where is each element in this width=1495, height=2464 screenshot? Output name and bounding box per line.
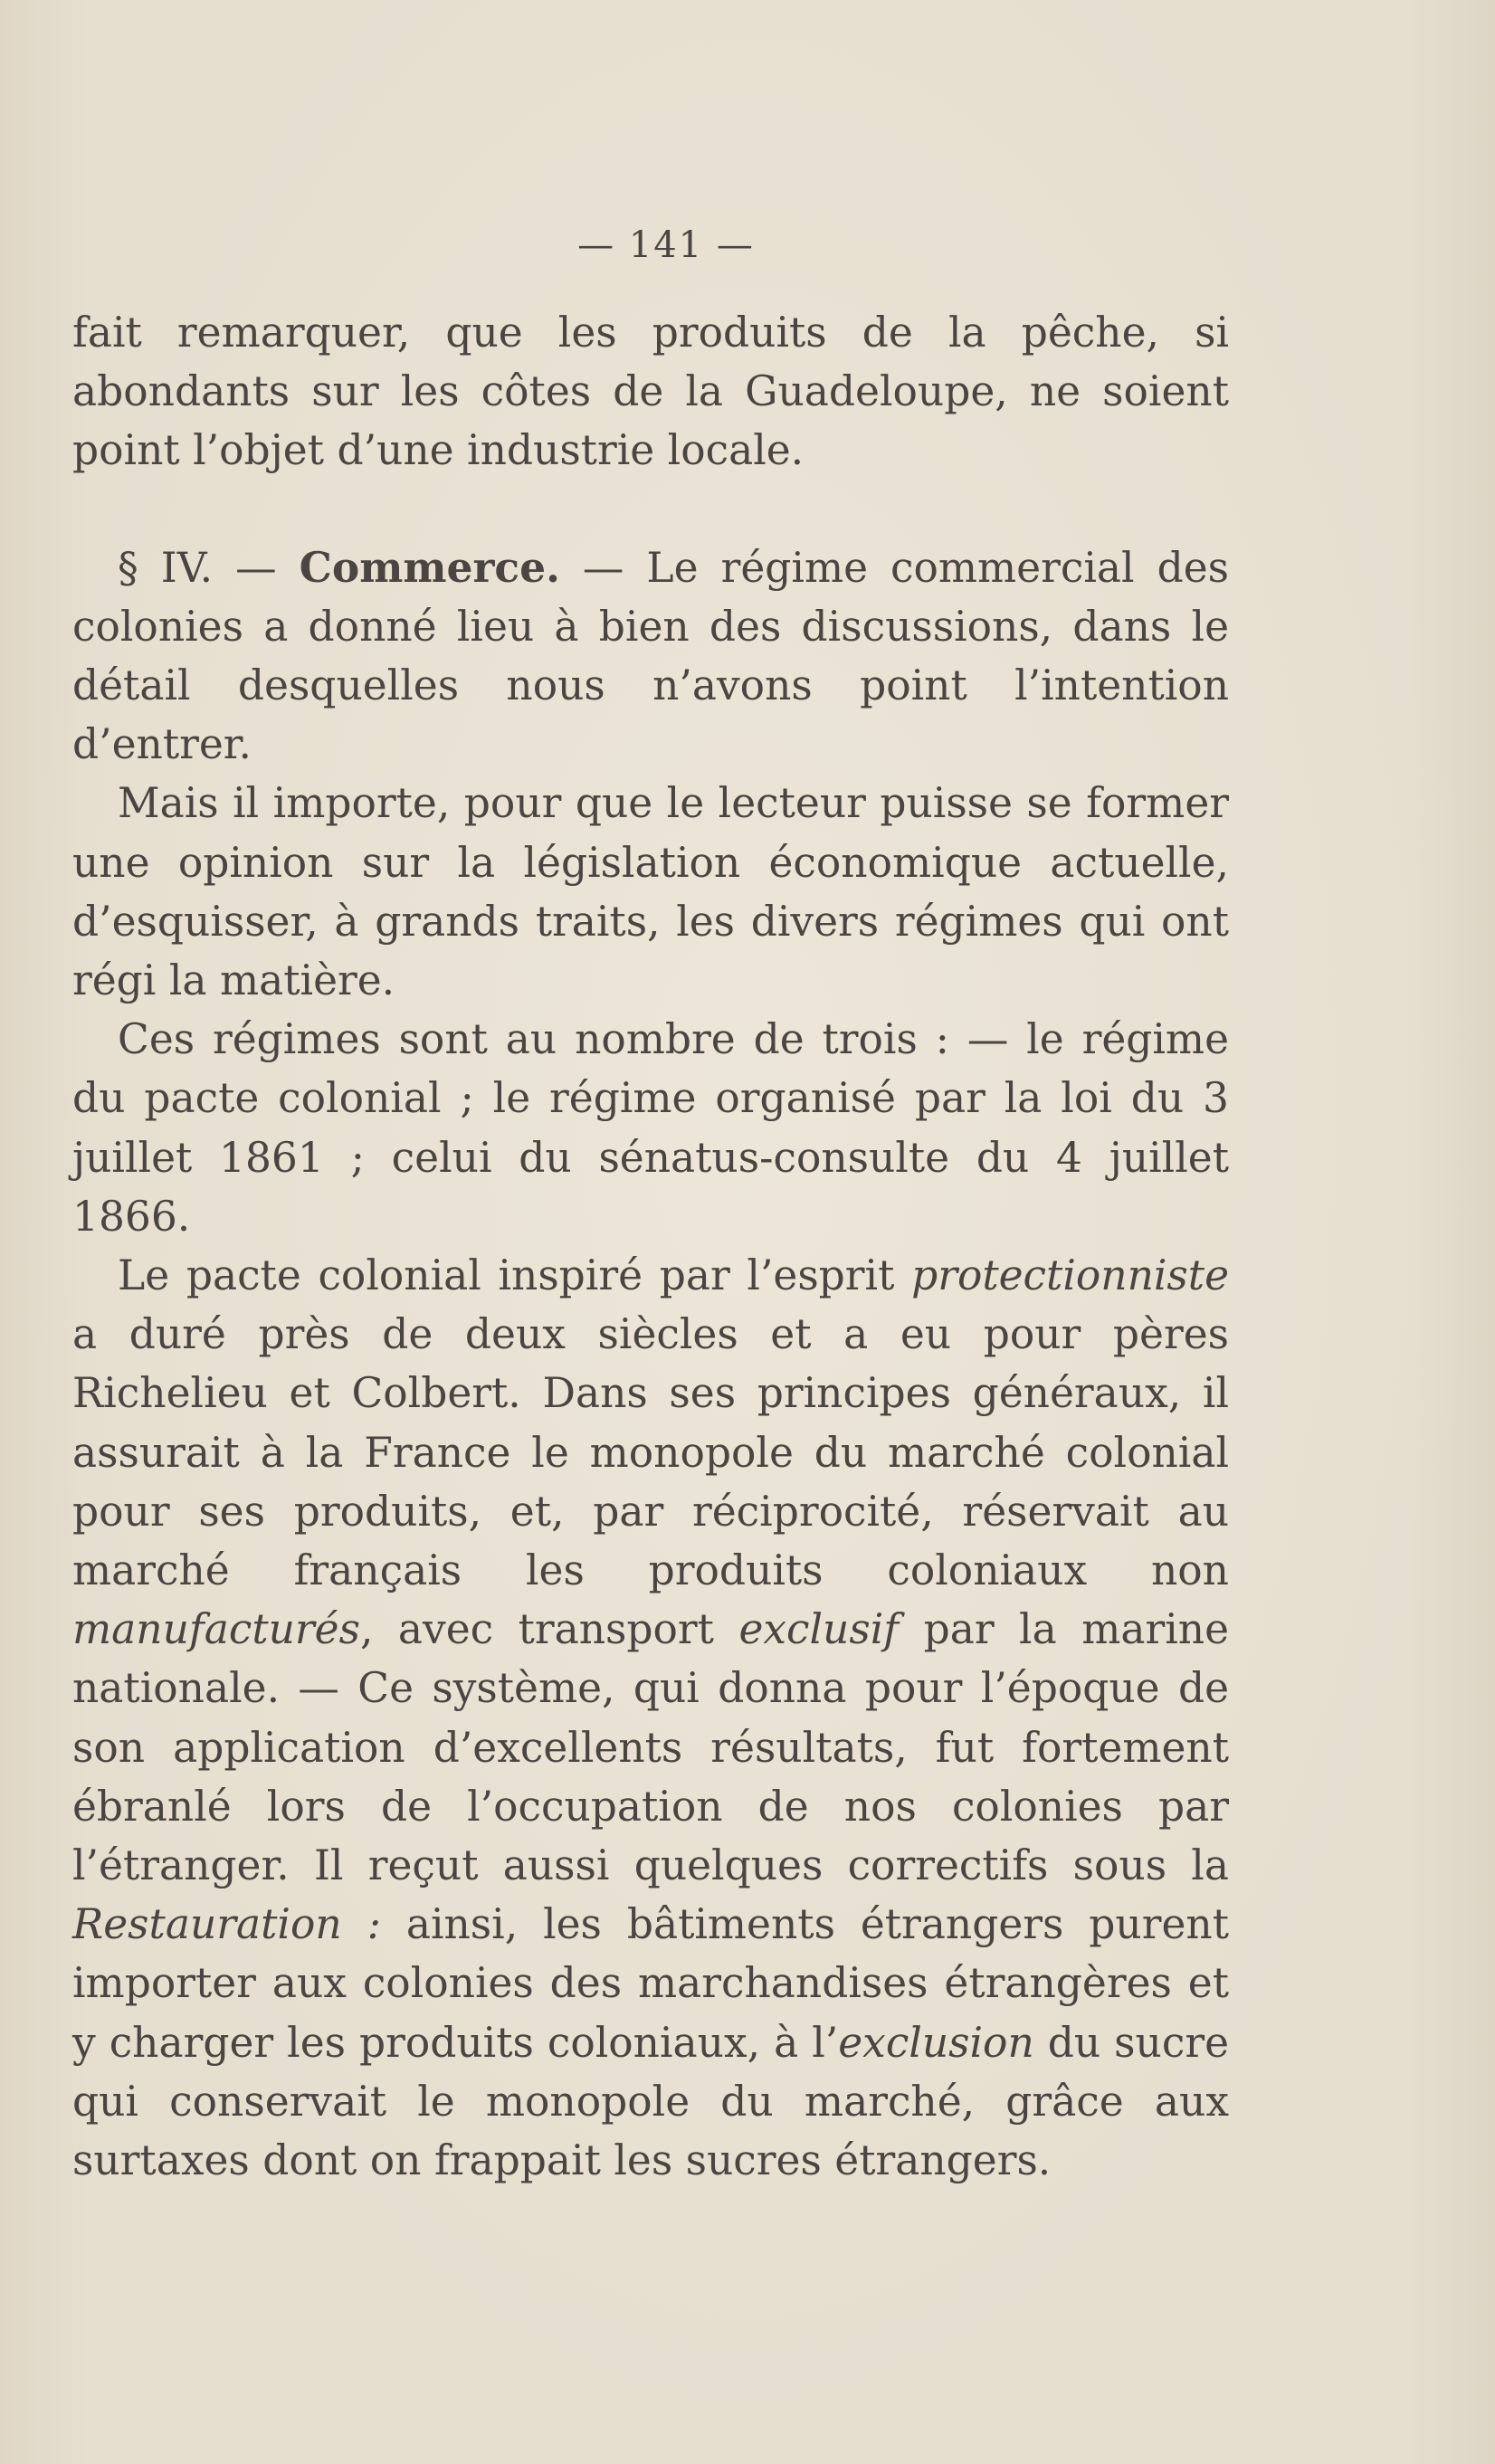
section-text: — Le régime commercial des colonies a donné lieu à bien des discussions, dans le détail desquelles nous n’avons point l’intention d’entrer. xyxy=(72,543,1229,769)
body-text xyxy=(72,303,1229,2190)
paragraph-continuation: fait remarquer, que les produits de la pêche, si abondants sur les côtes de la Guadeloupe, ne soient point l’objet d’une industrie locale. xyxy=(72,309,1229,475)
text-run: par la marine nationale. — Ce système, qui donna pour l’époque de son application d’excellents résultats, fut fortement ébranlé lors de l’occupation de nos colonies par l’étranger. Il reçut aussi quelques correctifs sous la xyxy=(72,1605,1229,1890)
paragraph-regimes: Ces régimes sont au nombre de trois : — le régime du pacte colonial ; le régime organisé par la loi du 3 juillet 1861 ; celui du sénatus-consulte du 4 juillet 1866. xyxy=(72,1015,1229,1241)
italic-term: Restauration : xyxy=(72,1900,381,1949)
text-run: ainsi, les bâtiments étrangers purent importer aux colonies des marchandises étrangères et y charger les produits coloniaux, à l’ xyxy=(72,1900,1229,2067)
text-run: du sucre qui conservait le monopole du marché, grâce aux surtaxes dont on frappait les sucres étrangers. xyxy=(72,2018,1229,2185)
italic-term: protectionniste xyxy=(911,1251,1229,1300)
italic-term: manufacturés xyxy=(72,1605,360,1654)
text-run: Le pacte colonial inspiré par l’esprit xyxy=(118,1251,912,1300)
italic-term: exclusif xyxy=(738,1605,900,1654)
page-number: — 141 — xyxy=(577,224,755,266)
text-run: a duré près de deux siècles et a eu pour pères Richelieu et Colbert. Dans ses principes généraux, il assurait à la France le monopole du marché colonial pour ses produits, et, par réciprocité, réservait au marché français les produits coloniaux non xyxy=(72,1310,1229,1595)
paragraph-mais: Mais il importe, pour que le lecteur puisse se former une opinion sur la législation économique actuelle, d’esquisser, à grands traits, les divers régimes qui ont régi la matière. xyxy=(72,779,1229,1005)
paragraph-pacte-colonial xyxy=(72,1246,1229,2190)
italic-term: exclusion xyxy=(838,2018,1034,2067)
paragraph-section-commerce xyxy=(72,538,1229,775)
text-run: , avec transport xyxy=(359,1605,739,1654)
section-heading: Commerce. xyxy=(299,542,560,592)
section-mark: § IV. — xyxy=(118,543,277,592)
